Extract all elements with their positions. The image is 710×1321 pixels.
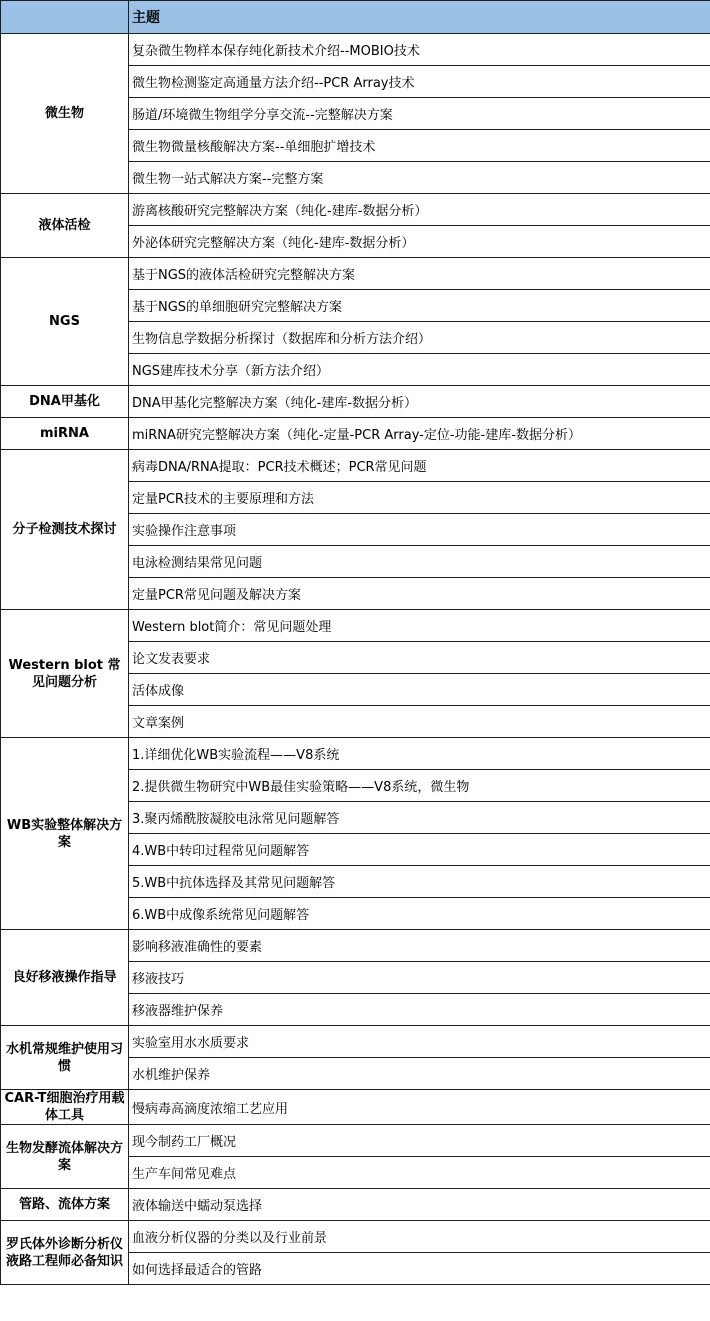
- category-cell: 生物发酵流体解决方案: [1, 1125, 129, 1189]
- category-cell: miRNA: [1, 418, 129, 450]
- topic-cell: 慢病毒高滴度浓缩工艺应用: [129, 1090, 710, 1125]
- topic-cell: 定量PCR技术的主要原理和方法: [129, 482, 710, 514]
- category-cell: WB实验整体解决方案: [1, 738, 129, 930]
- topic-cell: 4.WB中转印过程常见问题解答: [129, 834, 710, 866]
- table-row: [1, 610, 710, 642]
- topic-cell: 微生物微量核酸解决方案--单细胞扩增技术: [129, 130, 710, 162]
- topic-cell: 活体成像: [129, 674, 710, 706]
- topic-cell: 水机维护保养: [129, 1058, 710, 1090]
- table-row: [1, 1026, 710, 1058]
- topic-cell: 6.WB中成像系统常见问题解答: [129, 898, 710, 930]
- topic-cell: DNA甲基化完整解决方案（纯化-建库-数据分析）: [129, 386, 710, 418]
- topic-cell: 血液分析仪器的分类以及行业前景: [129, 1221, 710, 1253]
- topic-cell: 实验操作注意事项: [129, 514, 710, 546]
- topic-cell: 生物信息学数据分析探讨（数据库和分析方法介绍）: [129, 322, 710, 354]
- table-row: [1, 34, 710, 66]
- topic-cell: 移液器维护保养: [129, 994, 710, 1026]
- topic-cell: 病毒DNA/RNA提取：PCR技术概述；PCR常见问题: [129, 450, 710, 482]
- table-row: [1, 738, 710, 770]
- topic-cell: 游离核酸研究完整解决方案（纯化-建库-数据分析）: [129, 194, 710, 226]
- topic-cell: 实验室用水水质要求: [129, 1026, 710, 1058]
- topic-cell: 现今制药工厂概况: [129, 1125, 710, 1157]
- table-row: [1, 418, 710, 450]
- topic-cell: 外泌体研究完整解决方案（纯化-建库-数据分析）: [129, 226, 710, 258]
- topic-cell: 如何选择最适合的管路: [129, 1253, 710, 1285]
- table-row: [1, 1221, 710, 1253]
- header-category: [1, 1, 129, 34]
- category-cell: 罗氏体外诊断分析仪液路工程师必备知识: [1, 1221, 129, 1285]
- table-row: [1, 450, 710, 482]
- topic-cell: 微生物检测鉴定高通量方法介绍--PCR Array技术: [129, 66, 710, 98]
- table-row: [1, 1090, 710, 1125]
- topic-cell: 肠道/环境微生物组学分享交流--完整解决方案: [129, 98, 710, 130]
- topic-cell: 生产车间常见难点: [129, 1157, 710, 1189]
- header-topic: 主题: [129, 1, 710, 34]
- topic-cell: 微生物一站式解决方案--完整方案: [129, 162, 710, 194]
- table-row: [1, 194, 710, 226]
- topic-cell: 5.WB中抗体选择及其常见问题解答: [129, 866, 710, 898]
- category-cell: Western blot 常见问题分析: [1, 610, 129, 738]
- table-row: [1, 1189, 710, 1221]
- category-cell: DNA甲基化: [1, 386, 129, 418]
- category-cell: NGS: [1, 258, 129, 386]
- topic-cell: 论文发表要求: [129, 642, 710, 674]
- header-row: [1, 1, 710, 34]
- topic-cell: 3.聚丙烯酰胺凝胶电泳常见问题解答: [129, 802, 710, 834]
- topic-cell: 复杂微生物样本保存纯化新技术介绍--MOBIO技术: [129, 34, 710, 66]
- topic-cell: 2.提供微生物研究中WB最佳实验策略——V8系统，微生物: [129, 770, 710, 802]
- category-cell: 良好移液操作指导: [1, 930, 129, 1026]
- topic-cell: NGS建库技术分享（新方法介绍）: [129, 354, 710, 386]
- topic-cell: 液体输送中蠕动泵选择: [129, 1189, 710, 1221]
- table-row: [1, 258, 710, 290]
- topic-cell: 定量PCR常见问题及解决方案: [129, 578, 710, 610]
- category-cell: 管路、流体方案: [1, 1189, 129, 1221]
- category-cell: CAR-T细胞治疗用载体工具: [1, 1090, 129, 1125]
- topic-cell: 基于NGS的液体活检研究完整解决方案: [129, 258, 710, 290]
- topic-cell: miRNA研究完整解决方案（纯化-定量-PCR Array-定位-功能-建库-数据分析）: [129, 418, 710, 450]
- topic-cell: 基于NGS的单细胞研究完整解决方案: [129, 290, 710, 322]
- topic-cell: 电泳检测结果常见问题: [129, 546, 710, 578]
- topic-cell: 文章案例: [129, 706, 710, 738]
- topic-cell: 移液技巧: [129, 962, 710, 994]
- topic-cell: 影响移液准确性的要素: [129, 930, 710, 962]
- category-cell: 分子检测技术探讨: [1, 450, 129, 610]
- category-cell: 微生物: [1, 34, 129, 194]
- table-row: [1, 386, 710, 418]
- topic-cell: Western blot简介：常见问题处理: [129, 610, 710, 642]
- topic-cell: 1.详细优化WB实验流程——V8系统: [129, 738, 710, 770]
- table-body: [1, 34, 710, 1285]
- table-row: [1, 930, 710, 962]
- category-cell: 水机常规维护使用习惯: [1, 1026, 129, 1090]
- category-cell: 液体活检: [1, 194, 129, 258]
- table-row: [1, 1125, 710, 1157]
